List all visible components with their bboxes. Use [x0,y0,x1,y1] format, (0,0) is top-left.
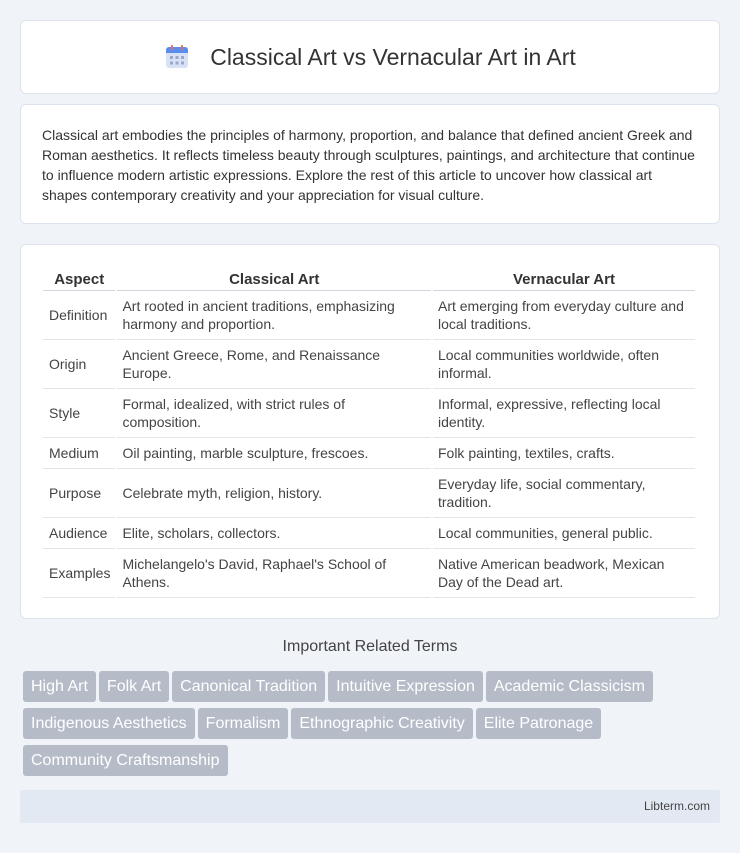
row-vernacular: Folk painting, textiles, crafts. [433,438,695,469]
table-row [43,469,695,518]
footer [20,790,720,823]
row-aspect: Style [43,389,115,438]
page-title: Classical Art vs Vernacular Art in Art [210,43,576,70]
related-term-tag[interactable]: Folk Art [99,671,169,702]
related-terms-list [23,671,723,782]
table-row [43,438,695,469]
row-vernacular: Local communities, general public. [433,518,695,549]
comparison-card [20,244,720,619]
row-aspect: Origin [43,340,115,389]
related-term-tag[interactable]: Community Craftsmanship [23,745,228,776]
row-classical: Celebrate myth, religion, history. [117,469,431,518]
related-term-tag[interactable]: Indigenous Aesthetics [23,708,195,739]
table-row [43,518,695,549]
row-vernacular: Local communities worldwide, often informal. [433,340,695,389]
column-header-aspect: Aspect [43,265,115,291]
related-term-tag[interactable]: Ethnographic Creativity [291,708,472,739]
related-term-tag[interactable]: High Art [23,671,96,702]
table-row [43,291,695,340]
column-header-classical: Classical Art [117,265,431,291]
calendar-icon [164,44,190,70]
intro-paragraph: Classical art embodies the principles of harmony, proportion, and balance that defined ancient Greek and Roman aesthetics. It reflects timeless beauty through sculptures, paintings, and architecture that continue to influence modern artistic expressions. Explore the rest of this article to uncover how classical art shapes contemporary creativity and your appreciation for visual culture. [42,127,695,203]
row-classical: Ancient Greece, Rome, and Renaissance Europe. [117,340,431,389]
table-row [43,389,695,438]
row-classical: Elite, scholars, collectors. [117,518,431,549]
footer-site-link[interactable]: Libterm.com [643,799,710,813]
table-row [43,340,695,389]
row-vernacular: Everyday life, social commentary, tradition. [433,469,695,518]
row-aspect: Definition [43,291,115,340]
row-classical: Michelangelo's David, Raphael's School of Athens. [117,549,431,598]
row-aspect: Purpose [43,469,115,518]
column-header-vernacular: Vernacular Art [433,265,695,291]
related-term-tag[interactable]: Intuitive Expression [328,671,483,702]
row-classical: Oil painting, marble sculpture, frescoes. [117,438,431,469]
comparison-table [41,265,697,598]
intro-card [20,104,720,224]
row-aspect: Medium [43,438,115,469]
row-aspect: Audience [43,518,115,549]
related-term-tag[interactable]: Elite Patronage [476,708,601,739]
row-vernacular: Informal, expressive, reflecting local identity. [433,389,695,438]
row-vernacular: Art emerging from everyday culture and local traditions. [433,291,695,340]
related-term-tag[interactable]: Academic Classicism [486,671,653,702]
row-classical: Art rooted in ancient traditions, emphasizing harmony and proportion. [117,291,431,340]
table-row [43,549,695,598]
related-terms-title: Important Related Terms [282,638,458,655]
row-classical: Formal, idealized, with strict rules of composition. [117,389,431,438]
table-header-row [43,265,695,291]
related-term-tag[interactable]: Formalism [198,708,289,739]
row-vernacular: Native American beadwork, Mexican Day of the Dead art. [433,549,695,598]
title-card [20,20,720,94]
row-aspect: Examples [43,549,115,598]
related-term-tag[interactable]: Canonical Tradition [172,671,325,702]
